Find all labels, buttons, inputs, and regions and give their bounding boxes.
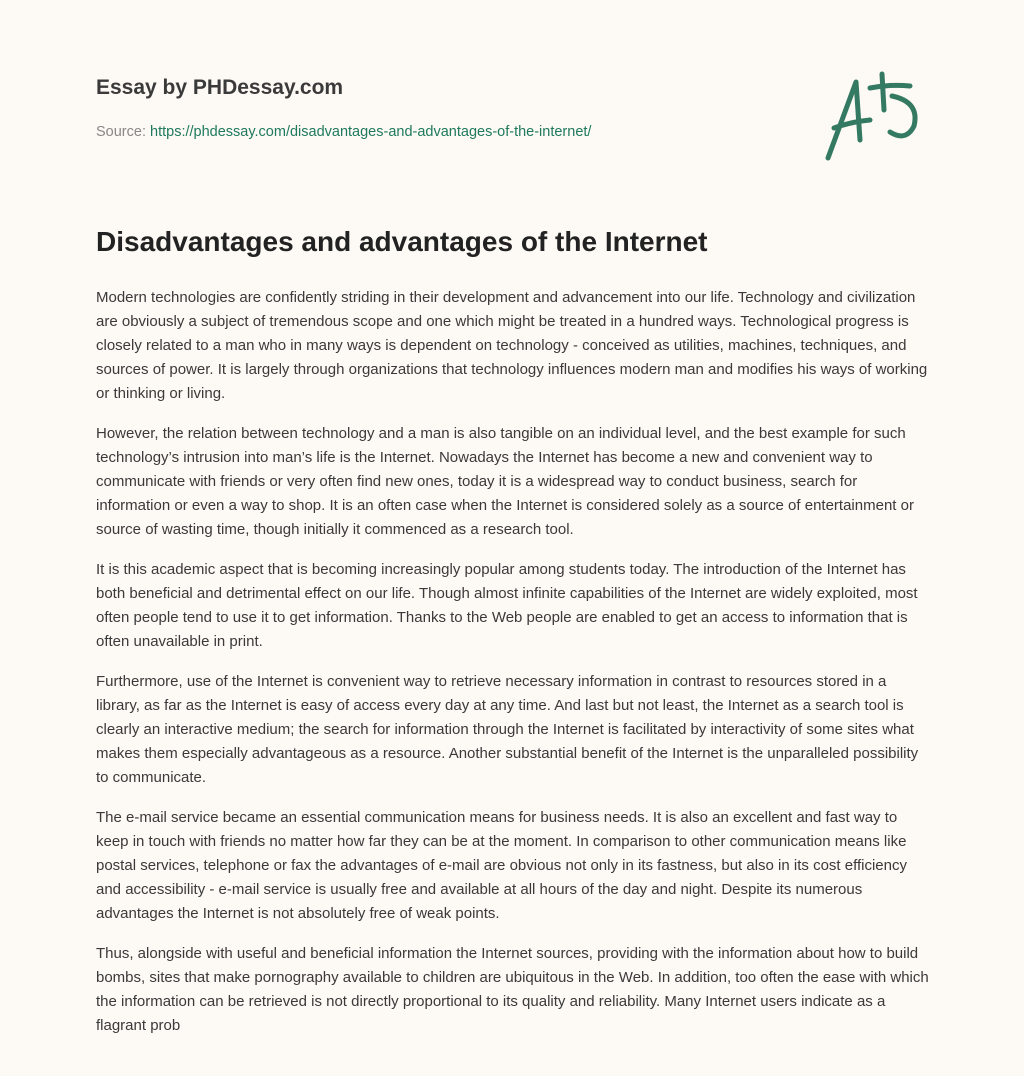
- paragraph: Thus, alongside with useful and beneficial information the Internet sources, providing with the information about how to build bombs, sites that make pornography available to children are ubiquitous in the Web. In addition, too often the ease with which the information can be retrieved is not directly proportional to its quality and reliability. Many Internet users indicate as a flagrant prob: [96, 945, 929, 1034]
- source-label: Source:: [96, 124, 146, 140]
- article-title: Disadvantages and advantages of the Internet: [96, 226, 708, 257]
- article-body: [96, 286, 930, 1054]
- page-header: [0, 0, 1024, 230]
- paragraph: The e-mail service became an essential communication means for business needs. It is also an excellent and fast way to keep in touch with friends no matter how far they can be at the moment. In comparison to other communication means like postal services, telephone or fax the advantages of e-mail are obvious not only in its fastness, but also in its cost efficiency and accessibility - e-mail service is usually free and available at all hours of the day and night. Despite its numerous advantages the Internet is not absolutely free of weak points.: [96, 809, 907, 922]
- paragraph: It is this academic aspect that is becoming increasingly popular among students today. The introduction of the Internet has both beneficial and detrimental effect on our life. Though almost infinite capabilities of the Internet are widely exploited, most often people tend to use it to get information. Thanks to the Web people are enabled to get an access to information that is often unavailable in print.: [96, 561, 918, 650]
- paragraph: However, the relation between technology and a man is also tangible on an individual level, and the best example for such technology’s intrusion into man’s life is the Internet. Nowadays the Internet has become a new and convenient way to communicate with friends or very often find new ones, today it is a widespread way to conduct business, search for information or even a way to shop. It is an often case when the Internet is considered solely as a source of entertainment or source of wasting time, though initially it commenced as a research tool.: [96, 425, 914, 538]
- source-line: [96, 124, 591, 140]
- a-plus-logo-icon: [820, 70, 930, 165]
- source-link[interactable]: https://phdessay.com/disadvantages-and-advantages-of-the-internet/: [150, 124, 592, 140]
- paragraph: Modern technologies are confidently striding in their development and advancement into our life. Technology and civilization are obviously a subject of tremendous scope and one which might be treated in a hundred ways. Technological progress is closely related to a man who in many ways is dependent on technology - conceived as utilities, machines, techniques, and sources of power. It is largely through organizations that technology influences modern man and modifies his ways of working or thinking or living.: [96, 289, 928, 402]
- brand-title: Essay by PHDessay.com: [96, 76, 344, 99]
- paragraph: Furthermore, use of the Internet is convenient way to retrieve necessary information in contrast to resources stored in a library, as far as the Internet is easy of access every day at any time. And last but not least, the Internet as a search tool is clearly an interactive medium; the search for information through the Internet is facilitated by interactivity of some sites what makes them especially advantageous as a resource. Another substantial benefit of the Internet is the unparalleled possibility to communicate.: [96, 673, 919, 786]
